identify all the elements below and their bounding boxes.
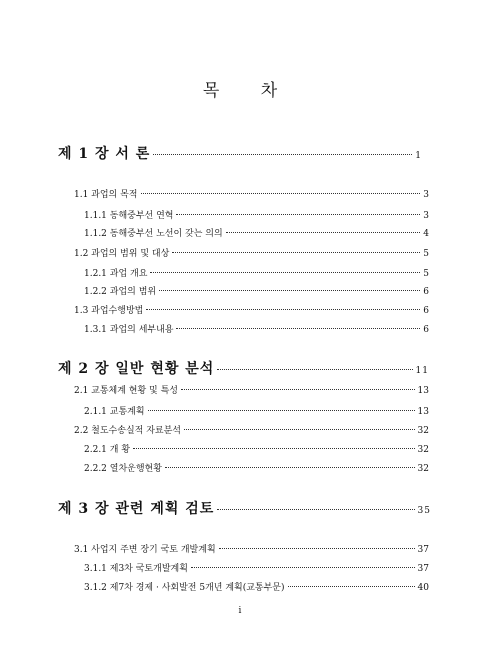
toc-entry-page: 13	[417, 386, 429, 396]
toc-entry-label: 제 1 장 서 론	[58, 146, 151, 162]
toc-entry-page: 37	[417, 545, 429, 555]
toc-entry-label: 1.2.2 과업의 범위	[84, 287, 157, 297]
dot-leader	[159, 290, 420, 291]
dot-leader	[217, 509, 414, 510]
toc-entry-page: 6	[423, 325, 429, 335]
toc-entry-section[interactable]	[74, 303, 429, 316]
toc-entry-page: 5	[423, 269, 429, 279]
dot-leader	[288, 586, 415, 587]
toc-entry-subsection[interactable]	[84, 404, 429, 417]
toc-entry-label: 1.1.2 동해중부선 노선이 갖는 의의	[84, 229, 223, 239]
dot-leader	[165, 467, 415, 468]
toc-entry-chapter-1[interactable]	[58, 143, 422, 163]
dot-leader	[181, 389, 415, 390]
toc-entry-subsection[interactable]	[84, 580, 429, 593]
toc-entry-subsection[interactable]	[84, 442, 429, 455]
toc-entry-label: 1.3.1 과업의 세부내용	[84, 325, 174, 335]
toc-entry-chapter-3[interactable]	[58, 498, 431, 518]
toc-entry-page: 3	[423, 190, 429, 200]
toc-entry-subsection[interactable]	[84, 461, 429, 474]
toc-entry-subsection[interactable]	[84, 322, 429, 335]
toc-entry-label: 2.2.1 개 황	[84, 445, 131, 455]
toc-entry-page: 4	[423, 229, 429, 239]
dot-leader	[141, 193, 421, 194]
dot-leader	[172, 252, 420, 253]
toc-entry-page: 5	[423, 249, 429, 259]
dot-leader	[146, 309, 420, 310]
toc-entry-label: 1.3 과업수행방법	[74, 306, 144, 316]
toc-entry-label: 제 2 장 일반 현황 분석	[58, 361, 215, 377]
toc-entry-subsection[interactable]	[84, 226, 429, 239]
toc-entry-label: 1.2.1 과업 개요	[84, 269, 148, 279]
dot-leader	[176, 328, 420, 329]
toc-entry-chapter-2[interactable]	[58, 358, 429, 378]
dot-leader	[184, 429, 415, 430]
toc-entry-page: 32	[417, 445, 429, 455]
toc-entry-page: 40	[417, 583, 429, 593]
toc-entry-page: 32	[417, 426, 429, 436]
toc-entry-page: 6	[423, 287, 429, 297]
toc-entry-page: 13	[417, 407, 429, 417]
page-number: i	[238, 606, 242, 616]
toc-entry-page: 6	[423, 306, 429, 316]
toc-entry-subsection[interactable]	[84, 284, 429, 297]
toc-entry-label: 2.2 철도수송실적 자료분석	[74, 426, 181, 436]
toc-entry-page: 35	[417, 506, 431, 516]
toc-entry-subsection[interactable]	[84, 561, 429, 574]
toc-entry-label: 3.1.1 제3차 국토개발계획	[84, 564, 188, 574]
toc-entry-label: 2.1 교통체계 현황 및 특성	[74, 386, 179, 396]
toc-entry-label: 3.1.2 제7차 경제 · 사회발전 5개년 계획(교통부문)	[84, 583, 285, 593]
toc-entry-page: 11	[415, 366, 429, 376]
dot-leader	[176, 214, 420, 215]
toc-entry-subsection[interactable]	[84, 266, 429, 279]
dot-leader	[217, 369, 412, 370]
dot-leader	[153, 154, 412, 155]
dot-leader	[219, 548, 415, 549]
toc-entry-section[interactable]	[74, 383, 429, 396]
toc-entry-section[interactable]	[74, 246, 429, 259]
toc-entry-label: 2.2.2 열차운행현황	[84, 464, 162, 474]
toc-entry-section[interactable]	[74, 423, 429, 436]
toc-entry-page: 1	[415, 151, 422, 161]
toc-entry-page: 32	[417, 464, 429, 474]
toc-entry-label: 3.1 사업지 주변 장기 국토 개발계획	[74, 545, 216, 555]
toc-entry-label: 1.1 과업의 목적	[74, 190, 138, 200]
toc-entry-section[interactable]	[74, 542, 429, 555]
toc-entry-subsection[interactable]	[84, 208, 429, 221]
toc-entry-page: 3	[423, 211, 429, 221]
dot-leader	[133, 448, 415, 449]
toc-entry-label: 1.1.1 동해중부선 연혁	[84, 211, 174, 221]
toc-entry-section[interactable]	[74, 187, 429, 200]
dot-leader	[191, 567, 415, 568]
dot-leader	[148, 410, 415, 411]
toc-entry-label: 2.1.1 교통계획	[84, 407, 145, 417]
toc-entry-page: 37	[417, 564, 429, 574]
dot-leader	[226, 232, 421, 233]
toc-entry-label: 제 3 장 관련 계획 검토	[58, 501, 215, 517]
toc-entry-label: 1.2 과업의 범위 및 대상	[74, 249, 170, 259]
page-title: 목 차	[202, 81, 296, 101]
dot-leader	[150, 272, 420, 273]
